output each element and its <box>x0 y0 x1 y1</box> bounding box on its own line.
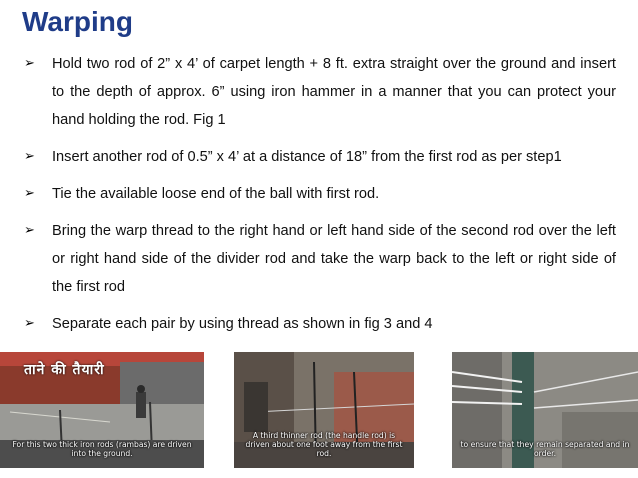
bullet-text: Bring the warp thread to the right hand or left hand side of the second rod over the left or right hand side of the divider rod and take the warp back to the left or right side of the first rod <box>52 223 616 295</box>
bullet-text: Insert another rod of 0.5” x 4’ at a distance of 18” from the first rod as per step1 <box>52 149 562 165</box>
photo-fig-1 <box>0 352 204 468</box>
bullet-item <box>24 180 616 208</box>
arrow-bullet-icon: ➢ <box>24 186 35 201</box>
photo-strip <box>0 352 638 468</box>
bullet-item <box>24 50 616 134</box>
arrow-bullet-icon: ➢ <box>24 56 35 71</box>
hindi-sign-text: ताने की तैयारी <box>24 362 105 378</box>
bullet-text: Tie the available loose end of the ball with first rod. <box>52 186 380 202</box>
bullet-list <box>24 50 616 347</box>
photo-caption: to ensure that they remain separated and in order. <box>460 440 630 458</box>
photo-caption: For this two thick iron rods (rambas) are driven into the ground. <box>12 440 192 458</box>
photo-fig-3 <box>452 352 638 468</box>
arrow-bullet-icon: ➢ <box>24 149 35 164</box>
slide-title: Warping <box>22 6 133 37</box>
arrow-bullet-icon: ➢ <box>24 223 35 238</box>
bullet-item <box>24 310 616 338</box>
arrow-bullet-icon: ➢ <box>24 316 35 331</box>
photo-caption: A third thinner rod (the handle rod) is driven about one foot away from the first rod. <box>245 431 403 458</box>
bullet-item <box>24 217 616 301</box>
photo-fig-2 <box>234 352 414 468</box>
bullet-text: Separate each pair by using thread as shown in fig 3 and 4 <box>52 316 433 332</box>
bullet-text: Hold two rod of 2” x 4’ of carpet length + 8 ft. extra straight over the ground and insert to the depth of approx. 6” using iron hammer in a manner that you can protect your hand holding the rod. Fig 1 <box>52 56 616 128</box>
bullet-item <box>24 143 616 171</box>
